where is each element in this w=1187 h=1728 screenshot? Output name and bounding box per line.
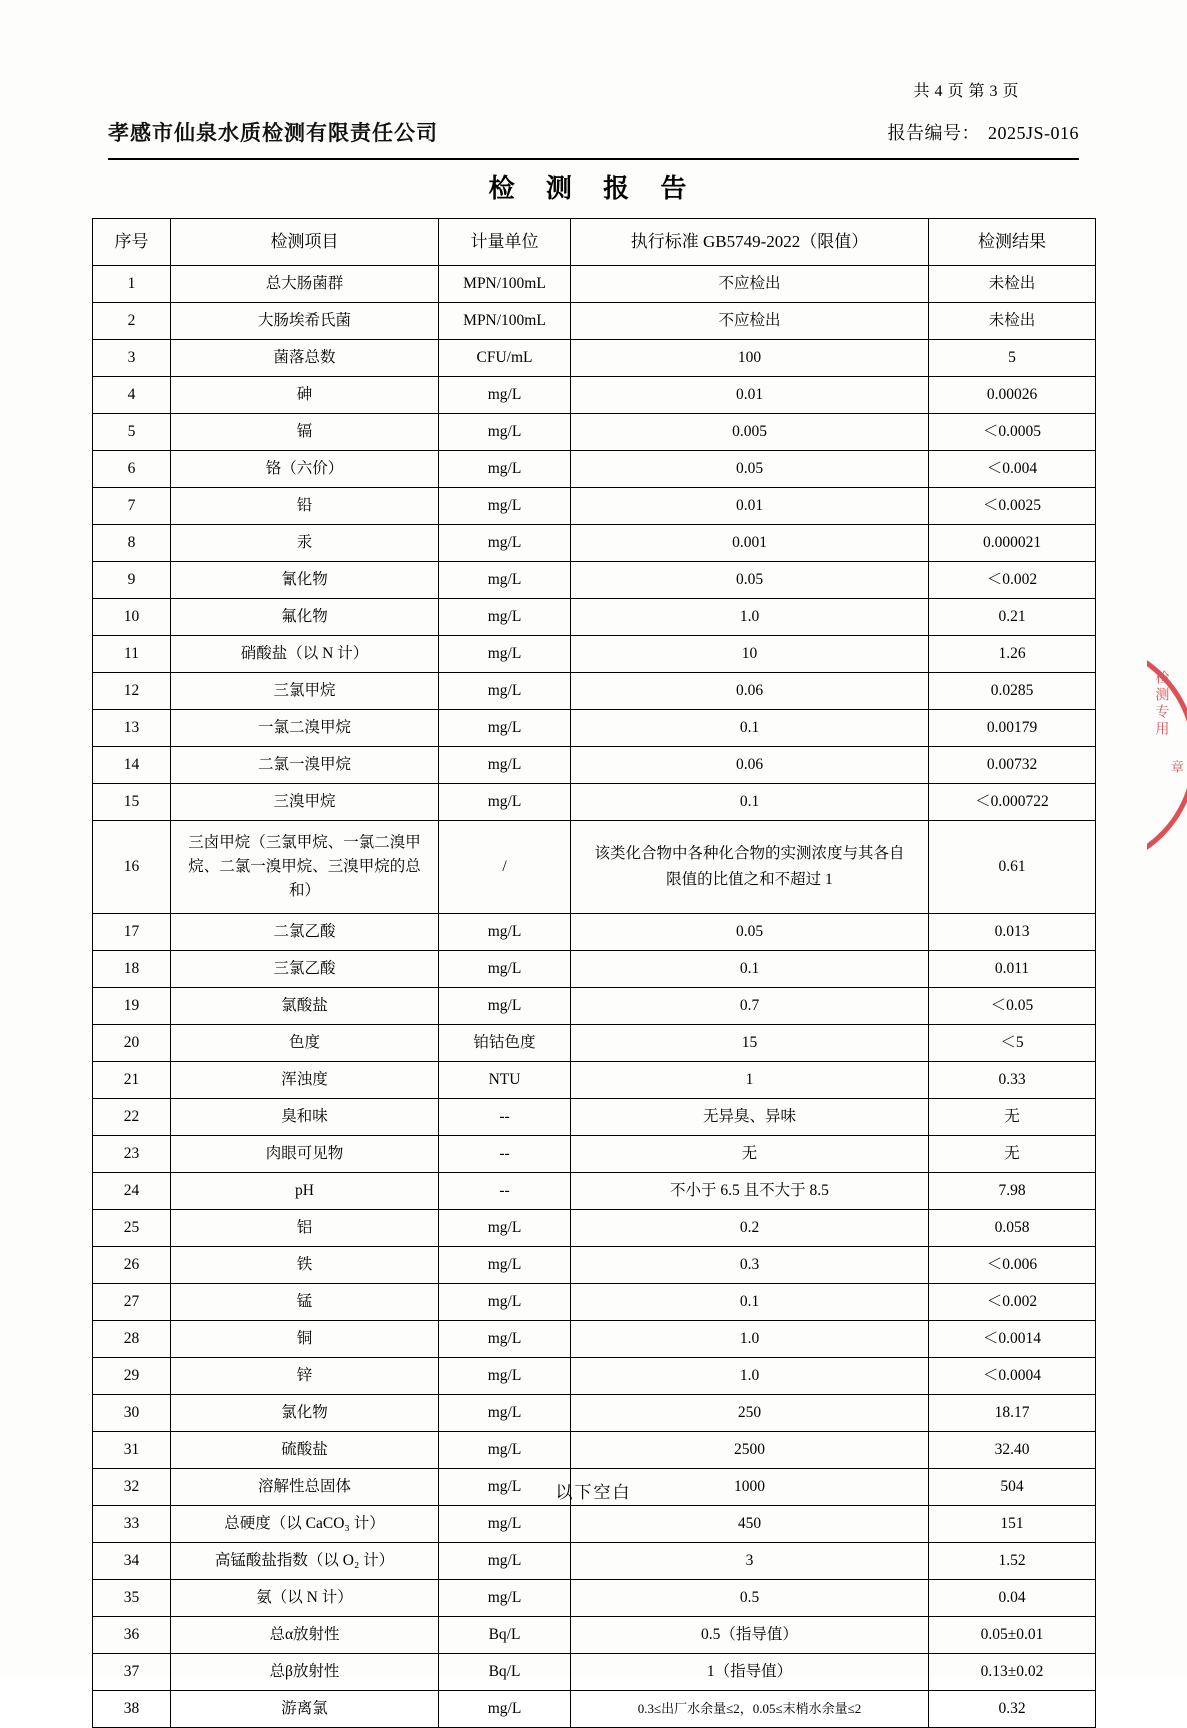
cell-serial-number: 24 <box>93 1173 171 1210</box>
cell-serial-number: 3 <box>93 340 171 377</box>
header-divider <box>108 158 1079 160</box>
cell-result: ＜0.0004 <box>929 1358 1096 1395</box>
report-number-value: 2025JS-016 <box>987 123 1079 143</box>
cell-standard-limit: 0.05 <box>571 562 929 599</box>
cell-serial-number: 19 <box>93 988 171 1025</box>
cell-serial-number: 21 <box>93 1062 171 1099</box>
cell-test-item: 氯化物 <box>171 1395 439 1432</box>
column-header-item: 检测项目 <box>171 219 439 266</box>
cell-unit: mg/L <box>439 784 571 821</box>
cell-standard-limit: 不应检出 <box>571 266 929 303</box>
cell-unit: Bq/L <box>439 1654 571 1691</box>
table-row <box>93 1543 1096 1580</box>
cell-standard-limit: 0.1 <box>571 951 929 988</box>
cell-serial-number: 32 <box>93 1469 171 1506</box>
cell-serial-number: 25 <box>93 1210 171 1247</box>
cell-result: 0.013 <box>929 914 1096 951</box>
cell-standard-limit: 1 <box>571 1062 929 1099</box>
cell-unit: mg/L <box>439 599 571 636</box>
cell-standard-limit: 250 <box>571 1395 929 1432</box>
cell-unit: mg/L <box>439 636 571 673</box>
cell-unit: MPN/100mL <box>439 266 571 303</box>
cell-standard-limit: 0.1 <box>571 1284 929 1321</box>
cell-unit: mg/L <box>439 377 571 414</box>
table-row <box>93 747 1096 784</box>
cell-standard-limit: 1000 <box>571 1469 929 1506</box>
cell-standard-limit: 15 <box>571 1025 929 1062</box>
cell-test-item: 大肠埃希氏菌 <box>171 303 439 340</box>
cell-result: ＜0.05 <box>929 988 1096 1025</box>
cell-serial-number: 16 <box>93 821 171 914</box>
cell-test-item: 浑浊度 <box>171 1062 439 1099</box>
cell-standard-limit: 0.1 <box>571 784 929 821</box>
cell-serial-number: 1 <box>93 266 171 303</box>
cell-standard-limit: 1.0 <box>571 1321 929 1358</box>
cell-serial-number: 34 <box>93 1543 171 1580</box>
cell-test-item: 硫酸盐 <box>171 1432 439 1469</box>
cell-serial-number: 4 <box>93 377 171 414</box>
cell-test-item: 三溴甲烷 <box>171 784 439 821</box>
cell-standard-limit: 2500 <box>571 1432 929 1469</box>
cell-result: 0.00179 <box>929 710 1096 747</box>
cell-result: ＜5 <box>929 1025 1096 1062</box>
cell-test-item: 二氯乙酸 <box>171 914 439 951</box>
cell-serial-number: 9 <box>93 562 171 599</box>
cell-serial-number: 8 <box>93 525 171 562</box>
cell-result: 32.40 <box>929 1432 1096 1469</box>
cell-test-item: 臭和味 <box>171 1099 439 1136</box>
cell-result: ＜0.0014 <box>929 1321 1096 1358</box>
cell-test-item: 氯酸盐 <box>171 988 439 1025</box>
cell-test-item: 肉眼可见物 <box>171 1136 439 1173</box>
cell-unit: mg/L <box>439 914 571 951</box>
cell-test-item: 溶解性总固体 <box>171 1469 439 1506</box>
cell-result: 18.17 <box>929 1395 1096 1432</box>
cell-standard-limit: 450 <box>571 1506 929 1543</box>
stamp-text: 检测专用 <box>1154 670 1171 738</box>
table-row <box>93 1617 1096 1654</box>
cell-test-item: 总硬度（以 CaCO₃ 计） <box>171 1506 439 1543</box>
cell-result: 0.21 <box>929 599 1096 636</box>
stamp-text-secondary: 章 <box>1169 760 1184 775</box>
table-row <box>93 340 1096 377</box>
table-row <box>93 710 1096 747</box>
cell-test-item: 氟化物 <box>171 599 439 636</box>
cell-serial-number: 6 <box>93 451 171 488</box>
cell-serial-number: 14 <box>93 747 171 784</box>
cell-result: 504 <box>929 1469 1096 1506</box>
cell-test-item: 铝 <box>171 1210 439 1247</box>
cell-unit: mg/L <box>439 414 571 451</box>
cell-standard-limit: 无异臭、异味 <box>571 1099 929 1136</box>
cell-result: ＜0.002 <box>929 562 1096 599</box>
table-row <box>93 821 1096 914</box>
cell-serial-number: 23 <box>93 1136 171 1173</box>
table-row <box>93 377 1096 414</box>
cell-standard-limit: 0.005 <box>571 414 929 451</box>
cell-test-item: 铜 <box>171 1321 439 1358</box>
cell-standard-limit: 不应检出 <box>571 303 929 340</box>
cell-test-item: 三卤甲烷（三氯甲烷、一氯二溴甲烷、二氯一溴甲烷、三溴甲烷的总和） <box>171 821 439 914</box>
cell-serial-number: 26 <box>93 1247 171 1284</box>
table-row <box>93 673 1096 710</box>
cell-result: 0.0285 <box>929 673 1096 710</box>
cell-result: 1.26 <box>929 636 1096 673</box>
cell-unit: mg/L <box>439 1506 571 1543</box>
cell-standard-limit: 10 <box>571 636 929 673</box>
cell-test-item: 铬（六价） <box>171 451 439 488</box>
cell-test-item: 氰化物 <box>171 562 439 599</box>
cell-test-item: 高锰酸盐指数（以 O₂ 计） <box>171 1543 439 1580</box>
cell-test-item: 菌落总数 <box>171 340 439 377</box>
table-row <box>93 951 1096 988</box>
cell-unit: mg/L <box>439 951 571 988</box>
cell-standard-limit: 0.05 <box>571 914 929 951</box>
cell-serial-number: 31 <box>93 1432 171 1469</box>
cell-test-item: 一氯二溴甲烷 <box>171 710 439 747</box>
cell-test-item: 游离氯 <box>171 1691 439 1728</box>
cell-test-item: 铅 <box>171 488 439 525</box>
cell-unit: mg/L <box>439 1358 571 1395</box>
official-stamp <box>1147 640 1187 870</box>
report-number-label: 报告编号： <box>887 123 980 143</box>
cell-standard-limit: 0.01 <box>571 488 929 525</box>
cell-result: 未检出 <box>929 266 1096 303</box>
cell-serial-number: 22 <box>93 1099 171 1136</box>
cell-unit: CFU/mL <box>439 340 571 377</box>
table-row <box>93 599 1096 636</box>
cell-unit: -- <box>439 1136 571 1173</box>
cell-test-item: pH <box>171 1173 439 1210</box>
cell-standard-limit: 不小于 6.5 且不大于 8.5 <box>571 1173 929 1210</box>
cell-serial-number: 11 <box>93 636 171 673</box>
table-row <box>93 1506 1096 1543</box>
document-header <box>108 108 1079 156</box>
cell-unit: mg/L <box>439 1284 571 1321</box>
cell-unit: mg/L <box>439 988 571 1025</box>
cell-standard-limit: 0.5（指导值） <box>571 1617 929 1654</box>
cell-test-item: 锰 <box>171 1284 439 1321</box>
company-name: 孝感市仙泉水质检测有限责任公司 <box>108 122 438 145</box>
table-row <box>93 914 1096 951</box>
cell-serial-number: 28 <box>93 1321 171 1358</box>
table-row <box>93 525 1096 562</box>
cell-unit: mg/L <box>439 562 571 599</box>
cell-serial-number: 33 <box>93 1506 171 1543</box>
table-row <box>93 451 1096 488</box>
cell-test-item: 硝酸盐（以 N 计） <box>171 636 439 673</box>
cell-standard-limit: 0.05 <box>571 451 929 488</box>
cell-result: ＜0.002 <box>929 1284 1096 1321</box>
cell-result: 7.98 <box>929 1173 1096 1210</box>
cell-test-item: 二氯一溴甲烷 <box>171 747 439 784</box>
cell-unit: mg/L <box>439 525 571 562</box>
table-row <box>93 1062 1096 1099</box>
cell-result: ＜0.000722 <box>929 784 1096 821</box>
cell-result: 0.13±0.02 <box>929 1654 1096 1691</box>
table-row <box>93 1136 1096 1173</box>
cell-test-item: 氨（以 N 计） <box>171 1580 439 1617</box>
cell-unit: mg/L <box>439 1210 571 1247</box>
cell-serial-number: 12 <box>93 673 171 710</box>
cell-unit: -- <box>439 1173 571 1210</box>
cell-result: ＜0.0025 <box>929 488 1096 525</box>
table-row <box>93 1284 1096 1321</box>
table-row <box>93 1691 1096 1728</box>
cell-result: 1.52 <box>929 1543 1096 1580</box>
cell-unit: / <box>439 821 571 914</box>
cell-result: 0.000021 <box>929 525 1096 562</box>
cell-result: 无 <box>929 1099 1096 1136</box>
cell-standard-limit: 该类化合物中各种化合物的实测浓度与其各自限值的比值之和不超过 1 <box>571 821 929 914</box>
cell-result: 0.04 <box>929 1580 1096 1617</box>
cell-test-item: 三氯甲烷 <box>171 673 439 710</box>
cell-serial-number: 7 <box>93 488 171 525</box>
cell-serial-number: 27 <box>93 1284 171 1321</box>
cell-serial-number: 15 <box>93 784 171 821</box>
table-row <box>93 488 1096 525</box>
cell-unit: mg/L <box>439 710 571 747</box>
cell-test-item: 总β放射性 <box>171 1654 439 1691</box>
cell-standard-limit: 3 <box>571 1543 929 1580</box>
cell-standard-limit: 0.06 <box>571 673 929 710</box>
table-row <box>93 1173 1096 1210</box>
cell-unit: mg/L <box>439 1469 571 1506</box>
table-row <box>93 1321 1096 1358</box>
cell-serial-number: 37 <box>93 1654 171 1691</box>
cell-standard-limit: 1.0 <box>571 599 929 636</box>
cell-result: 0.61 <box>929 821 1096 914</box>
cell-serial-number: 29 <box>93 1358 171 1395</box>
cell-unit: mg/L <box>439 1321 571 1358</box>
cell-test-item: 镉 <box>171 414 439 451</box>
column-header-no: 序号 <box>93 219 171 266</box>
cell-serial-number: 36 <box>93 1617 171 1654</box>
table-row <box>93 1099 1096 1136</box>
footer-note: 以下空白 <box>555 1483 632 1502</box>
page-title: 检 测 报 告 <box>488 173 699 203</box>
cell-result: 未检出 <box>929 303 1096 340</box>
cell-standard-limit: 0.06 <box>571 747 929 784</box>
table-row <box>93 266 1096 303</box>
cell-result: 0.011 <box>929 951 1096 988</box>
cell-standard-limit: 0.7 <box>571 988 929 1025</box>
report-number <box>887 119 1079 145</box>
cell-standard-limit: 0.001 <box>571 525 929 562</box>
cell-unit: mg/L <box>439 1247 571 1284</box>
cell-unit: mg/L <box>439 1543 571 1580</box>
cell-result: 0.058 <box>929 1210 1096 1247</box>
cell-standard-limit: 0.01 <box>571 377 929 414</box>
cell-serial-number: 38 <box>93 1691 171 1728</box>
cell-result: 0.00026 <box>929 377 1096 414</box>
cell-unit: mg/L <box>439 747 571 784</box>
cell-serial-number: 5 <box>93 414 171 451</box>
cell-standard-limit: 无 <box>571 1136 929 1173</box>
table-row <box>93 562 1096 599</box>
table-header-row <box>93 219 1096 266</box>
table-row <box>93 1432 1096 1469</box>
table-row <box>93 303 1096 340</box>
cell-standard-limit: 100 <box>571 340 929 377</box>
cell-unit: mg/L <box>439 673 571 710</box>
table-row <box>93 1358 1096 1395</box>
cell-test-item: 总大肠菌群 <box>171 266 439 303</box>
cell-standard-limit: 0.1 <box>571 710 929 747</box>
cell-test-item: 铁 <box>171 1247 439 1284</box>
cell-unit: mg/L <box>439 1432 571 1469</box>
cell-unit: 铂钴色度 <box>439 1025 571 1062</box>
cell-result: ＜0.0005 <box>929 414 1096 451</box>
cell-unit: mg/L <box>439 1580 571 1617</box>
cell-unit: MPN/100mL <box>439 303 571 340</box>
cell-unit: mg/L <box>439 1691 571 1728</box>
cell-unit: -- <box>439 1099 571 1136</box>
cell-result: ＜0.004 <box>929 451 1096 488</box>
cell-standard-limit: 1.0 <box>571 1358 929 1395</box>
cell-serial-number: 20 <box>93 1025 171 1062</box>
cell-result: 0.33 <box>929 1062 1096 1099</box>
cell-result: 0.00732 <box>929 747 1096 784</box>
cell-serial-number: 35 <box>93 1580 171 1617</box>
table-row <box>93 1025 1096 1062</box>
cell-unit: mg/L <box>439 1395 571 1432</box>
cell-serial-number: 18 <box>93 951 171 988</box>
cell-unit: mg/L <box>439 451 571 488</box>
cell-standard-limit: 0.3 <box>571 1247 929 1284</box>
cell-serial-number: 30 <box>93 1395 171 1432</box>
table-row <box>93 1247 1096 1284</box>
column-header-standard: 执行标准 GB5749-2022（限值） <box>571 219 929 266</box>
cell-serial-number: 17 <box>93 914 171 951</box>
table-row <box>93 988 1096 1025</box>
table-row <box>93 1210 1096 1247</box>
cell-serial-number: 10 <box>93 599 171 636</box>
cell-unit: Bq/L <box>439 1617 571 1654</box>
cell-test-item: 总α放射性 <box>171 1617 439 1654</box>
page-indicator: 共 4 页 第 3 页 <box>913 83 1019 100</box>
cell-result: 0.32 <box>929 1691 1096 1728</box>
cell-result: 0.05±0.01 <box>929 1617 1096 1654</box>
cell-test-item: 汞 <box>171 525 439 562</box>
cell-test-item: 色度 <box>171 1025 439 1062</box>
table-row <box>93 784 1096 821</box>
cell-unit: mg/L <box>439 488 571 525</box>
table-row <box>93 1395 1096 1432</box>
cell-test-item: 锌 <box>171 1358 439 1395</box>
table-row <box>93 636 1096 673</box>
cell-test-item: 砷 <box>171 377 439 414</box>
cell-standard-limit: 0.3≤出厂水余量≤2，0.05≤末梢水余量≤2 <box>571 1691 929 1728</box>
cell-standard-limit: 0.2 <box>571 1210 929 1247</box>
cell-result: 5 <box>929 340 1096 377</box>
cell-test-item: 三氯乙酸 <box>171 951 439 988</box>
cell-unit: NTU <box>439 1062 571 1099</box>
cell-serial-number: 2 <box>93 303 171 340</box>
cell-standard-limit: 1（指导值） <box>571 1654 929 1691</box>
table-row <box>93 414 1096 451</box>
cell-result: ＜0.006 <box>929 1247 1096 1284</box>
cell-serial-number: 13 <box>93 710 171 747</box>
cell-result: 151 <box>929 1506 1096 1543</box>
cell-standard-limit: 0.5 <box>571 1580 929 1617</box>
column-header-unit: 计量单位 <box>439 219 571 266</box>
column-header-result: 检测结果 <box>929 219 1096 266</box>
cell-result: 无 <box>929 1136 1096 1173</box>
table-row <box>93 1654 1096 1691</box>
table-row <box>93 1580 1096 1617</box>
